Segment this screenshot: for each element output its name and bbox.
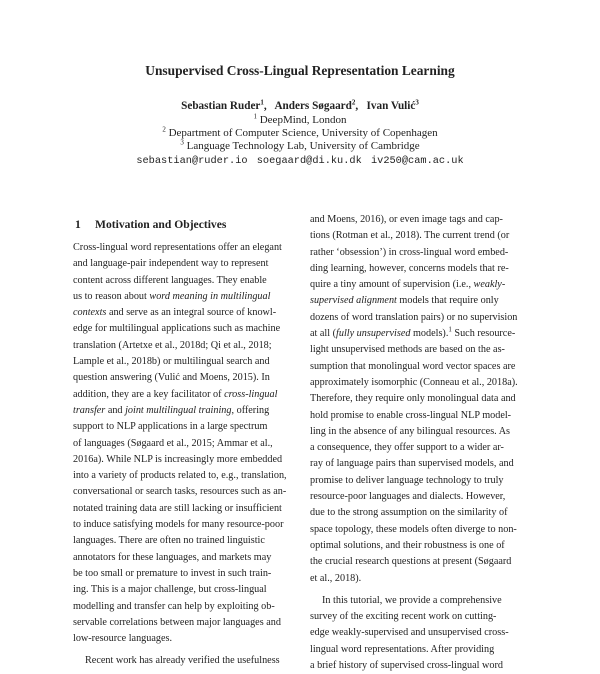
text-line: optimal solutions, and their robustness is one of <box>310 539 505 551</box>
text-line: et al., 2018). <box>310 572 362 584</box>
text-line: ling in the absence of any bilingual resources. As <box>310 425 511 437</box>
text-line: addition, they are a key facilitator of cross-lingual <box>73 388 278 400</box>
affiliation-mark: 3 <box>180 138 184 147</box>
text-line: servable correlations between major languages and <box>73 616 281 628</box>
text-line: space topology, these models often diverge to non- <box>310 523 517 535</box>
text-line: hold promise to enable cross-lingual NLP model- <box>310 409 512 421</box>
section-number: 1 <box>75 218 81 231</box>
section-title: Motivation and Objectives <box>95 218 227 231</box>
text-line: to induce satisfying models for many resource-poor <box>73 519 284 531</box>
text-line: annotators for these languages, and markets may <box>73 551 272 563</box>
text-line: transfer and joint multilingual training, offering <box>73 404 270 416</box>
text-line: lingual word representations. After providing <box>310 643 495 655</box>
text-line: Lample et al., 2018b) or multilingual search and <box>73 356 270 368</box>
text-line: content across different languages. They enable <box>73 274 267 286</box>
left-column <box>73 240 299 670</box>
text-line: a consequence, they offer support to a wider ar- <box>310 442 504 454</box>
author-mark: 1 <box>260 98 264 107</box>
author-mark: 2 <box>351 98 356 107</box>
text-line: of languages (Søgaard et al., 2015; Ammar et al., <box>73 437 273 449</box>
affiliation <box>0 114 600 127</box>
text-line: and language-pair independent way to represent <box>73 258 269 270</box>
affiliation-mark: 2 <box>162 125 166 134</box>
text-line: contexts and serve as an integral source of knowl- <box>73 307 277 319</box>
author-name: Ivan Vulić <box>366 100 416 112</box>
author-list: Sebastian Ruder$^1$, Anders Søgaard$^2$, Ivan Vulić$^3$ <box>181 98 419 112</box>
affiliation-text: DeepMind, London <box>259 114 347 126</box>
text-line: approximately isomorphic (Conneau et al., 2018a). <box>310 376 518 388</box>
text-line: notated training data are still lacking or insufficient <box>73 502 282 514</box>
text-line: edge weakly-supervised and unsupervised cross- <box>310 627 509 639</box>
text-line: resource-poor languages and dialects. However, <box>310 491 506 503</box>
text-line: at all (fully unsupervised models).$^1$ Such resource- <box>310 325 516 340</box>
paper-title: Unsupervised Cross-Lingual Representation Learning <box>145 63 455 78</box>
text-line: ing. This is a major challenge, but cross-lingual <box>73 584 267 596</box>
author-mark: 3 <box>415 98 419 107</box>
text-line: light unsupervised methods are based on the as- <box>310 344 505 356</box>
text-line: us to reason about word meaning in multilingual <box>73 290 271 302</box>
section-heading <box>75 218 226 231</box>
author-name: Anders Søgaard <box>274 100 352 112</box>
text-line: into a variety of products related to, e.g., translation, <box>73 470 287 482</box>
text-line: 2016a). While NLP is increasingly more embedded <box>73 453 283 465</box>
affiliation <box>0 127 600 140</box>
author-name: Sebastian Ruder <box>181 100 261 112</box>
text-line: sumption that monolingual word vector spaces are <box>310 360 516 372</box>
affiliation-text: Department of Computer Science, University of Copenhagen <box>168 127 438 139</box>
text-line: edge for multilingual applications such as machine <box>73 323 281 335</box>
text-line: low-resource languages. <box>73 633 173 645</box>
affiliation-text: Language Technology Lab, University of Cambridge <box>186 140 420 152</box>
text-line: and Moens, 2016), or even image tags and cap- <box>310 214 503 225</box>
text-line: conversational or search tasks, resources such as an- <box>73 486 287 498</box>
text-line: ding learning, however, concerns models that re- <box>310 262 509 274</box>
text-line: Cross-lingual word representations offer an elegant <box>73 242 282 253</box>
text-line: languages. There are often no trained linguistic <box>73 535 265 547</box>
text-line: tions (Rotman et al., 2018). The current trend (or <box>310 230 510 242</box>
text-line: supervised alignment models that require only <box>310 295 499 307</box>
text-line: the crucial research questions at present (Søgaard <box>310 556 512 568</box>
text-line: support to NLP applications in a large spectrum <box>73 421 268 433</box>
affiliation <box>0 140 600 153</box>
text-line: question answering (Vulić and Moens, 2015). In <box>73 372 270 384</box>
text-line: translation (Artetxe et al., 2018d; Qi et al., 2018; <box>73 339 272 351</box>
right-column <box>310 212 530 674</box>
author-emails: sebastian@ruder.io soegaard@di.ku.dk iv250@cam.ac.uk <box>136 155 464 167</box>
affiliation-mark: 1 <box>253 112 257 121</box>
text-line: quire a tiny amount of supervision (i.e., weakly- <box>310 279 506 291</box>
text-line: In this tutorial, we provide a comprehensive <box>322 594 502 606</box>
text-line: a brief history of supervised cross-lingual word <box>310 660 503 672</box>
text-line: Therefore, they require only monolingual data and <box>310 393 516 405</box>
text-line: dozens of word translation pairs) or no supervision <box>310 311 518 323</box>
text-line: promise to deliver language technology to truly <box>310 474 504 486</box>
text-line: be too small or premature to invest in such train- <box>73 567 272 579</box>
text-line: rather ‘obsession’) in cross-lingual word embed- <box>310 246 509 258</box>
text-line: Recent work has already verified the usefulness <box>85 655 280 667</box>
text-line: due to the strong assumption on the similarity of <box>310 507 508 519</box>
text-line: ray of language pairs than supervised models, and <box>310 458 514 470</box>
text-line: modelling and transfer can help by exploiting ob- <box>73 600 275 612</box>
text-line: survey of the exciting recent work on cutting- <box>310 611 497 623</box>
